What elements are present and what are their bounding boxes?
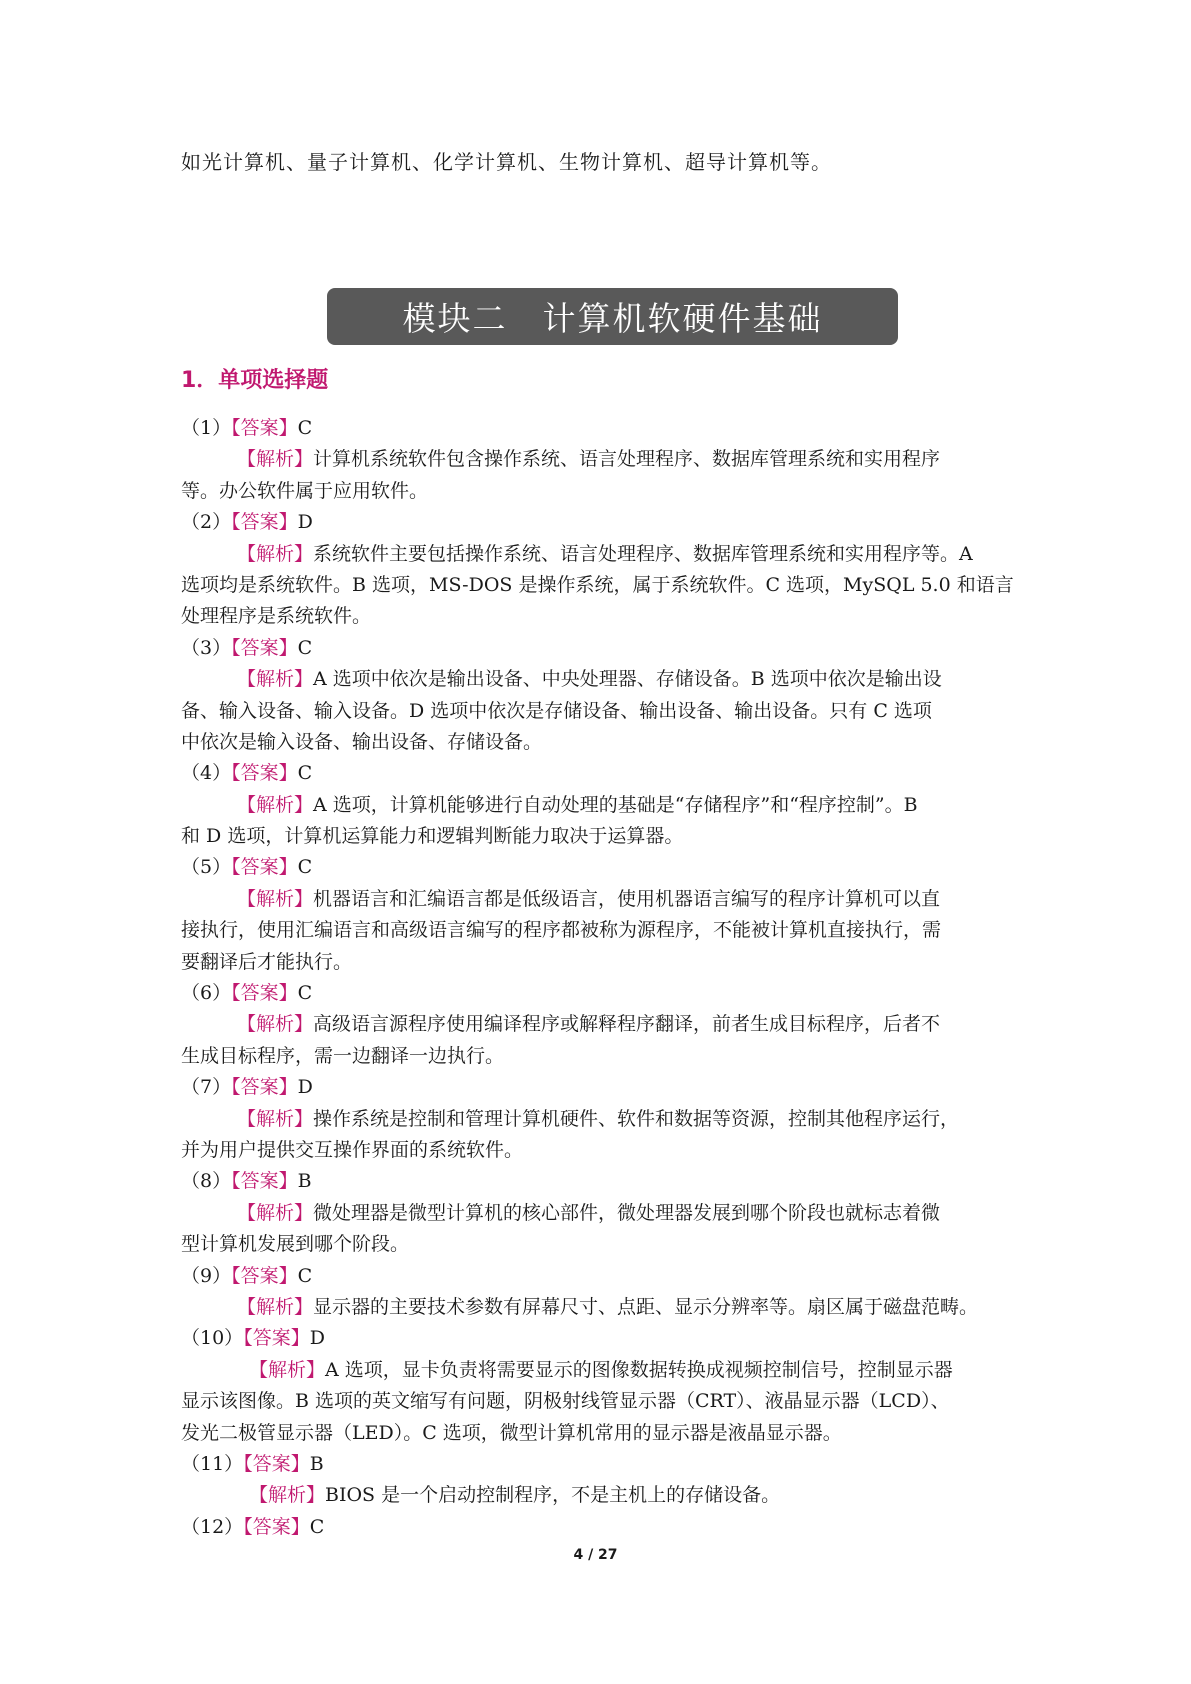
analysis-line xyxy=(181,915,1051,946)
answer-tag: 【答案】 xyxy=(243,1327,310,1350)
answer-line xyxy=(181,633,1051,664)
module-title: 模块二 计算机软硬件基础 xyxy=(402,299,823,338)
analysis-tag: 【解析】 xyxy=(249,1358,326,1381)
page-number: 4 / 27 xyxy=(573,1547,618,1563)
analysis-line xyxy=(181,1041,1051,1072)
analysis-line xyxy=(181,1355,1051,1386)
analysis-text: 系统软件主要包括操作系统、语言处理程序、数据库管理系统和实用程序等。A xyxy=(313,542,973,565)
analysis-tag: 【解析】 xyxy=(237,542,314,565)
question-number: （6） xyxy=(181,982,232,1005)
analysis-line xyxy=(181,664,1051,695)
answer-line xyxy=(181,1166,1051,1197)
analysis-tag: 【解析】 xyxy=(237,887,314,910)
analysis-line xyxy=(181,696,1051,727)
answer-tag: 【答案】 xyxy=(231,636,298,659)
answer-line xyxy=(181,507,1051,538)
analysis-text: 等。办公软件属于应用软件。 xyxy=(181,479,429,502)
analysis-line xyxy=(181,444,1051,475)
answer-item xyxy=(181,507,1051,633)
analysis-line xyxy=(181,790,1051,821)
answer-value: D xyxy=(297,511,313,534)
answer-tag: 【答案】 xyxy=(231,982,298,1005)
analysis-line xyxy=(181,476,1051,507)
analysis-text: 要翻译后才能执行。 xyxy=(181,950,353,973)
question-number: （11） xyxy=(181,1452,244,1475)
analysis-line xyxy=(181,1009,1051,1040)
analysis-line xyxy=(181,539,1051,570)
analysis-text: A 选项，计算机能够进行自动处理的基础是“存储程序”和“程序控制”。B xyxy=(313,793,918,816)
answer-value: C xyxy=(297,762,313,785)
analysis-tag: 【解析】 xyxy=(237,793,314,816)
answer-line xyxy=(181,1072,1051,1103)
answer-item xyxy=(181,1323,1051,1449)
answer-value: C xyxy=(297,417,313,439)
analysis-tag: 【解析】 xyxy=(237,1295,314,1318)
answer-tag: 【答案】 xyxy=(231,856,298,879)
analysis-tag: 【解析】 xyxy=(237,1013,314,1036)
analysis-text: 机器语言和汇编语言都是低级语言，使用机器语言编写的程序计算机可以直 xyxy=(313,887,941,910)
analysis-text: 备、输入设备、输入设备。D 选项中依次是存储设备、输出设备、输出设备。只有 C 选项 xyxy=(181,699,932,722)
answer-tag: 【答案】 xyxy=(231,762,298,785)
answer-value: C xyxy=(309,1515,325,1538)
answer-value: D xyxy=(297,1076,313,1099)
analysis-line xyxy=(181,1480,1051,1511)
answer-line xyxy=(181,758,1051,789)
analysis-text: A 选项，显卡负责将需要显示的图像数据转换成视频控制信号，控制显示器 xyxy=(325,1358,953,1381)
analysis-tag: 【解析】 xyxy=(249,1484,326,1507)
analysis-line xyxy=(181,821,1051,852)
analysis-line xyxy=(181,1418,1051,1449)
answer-line xyxy=(181,1261,1051,1292)
analysis-text: 高级语言源程序使用编译程序或解释程序翻译，前者生成目标程序，后者不 xyxy=(313,1013,941,1036)
question-number: （5） xyxy=(181,856,232,879)
question-number: （8） xyxy=(181,1170,232,1193)
answer-value: B xyxy=(309,1452,324,1475)
analysis-text: A 选项中依次是输出设备、中央处理器、存储设备。B 选项中依次是输出设 xyxy=(313,668,942,691)
answer-value: C xyxy=(297,856,313,879)
analysis-text: 中依次是输入设备、输出设备、存储设备。 xyxy=(181,730,543,753)
question-number: （4） xyxy=(181,762,232,785)
analysis-tag: 【解析】 xyxy=(237,1107,314,1130)
analysis-text: 选项均是系统软件。B 选项，MS-DOS 是操作系统，属于系统软件。C 选项，MySQL 5.0 和语言 xyxy=(181,573,1014,596)
answer-line xyxy=(181,413,1051,444)
answer-item xyxy=(181,1512,1051,1543)
section-heading: 1．单项选择题 xyxy=(181,368,329,393)
answer-item xyxy=(181,978,1051,1072)
analysis-line xyxy=(181,947,1051,978)
analysis-text: 生成目标程序，需一边翻译一边执行。 xyxy=(181,1044,505,1067)
analysis-text: 处理程序是系统软件。 xyxy=(181,605,372,628)
answer-value: C xyxy=(297,636,313,659)
answer-item xyxy=(181,633,1051,759)
analysis-text: 型计算机发展到哪个阶段。 xyxy=(181,1233,410,1256)
answer-item xyxy=(181,1449,1051,1512)
analysis-tag: 【解析】 xyxy=(237,1201,314,1224)
answer-item xyxy=(181,758,1051,852)
answer-tag: 【答案】 xyxy=(231,417,298,439)
analysis-text: 显示该图像。B 选项的英文缩写有问题，阴极射线管显示器（CRT）、液晶显示器（LCD）、 xyxy=(181,1390,950,1413)
answer-item xyxy=(181,1072,1051,1166)
question-number: （7） xyxy=(181,1076,232,1099)
analysis-line xyxy=(181,570,1051,601)
analysis-text: 并为用户提供交互操作界面的系统软件。 xyxy=(181,1138,524,1161)
answer-tag: 【答案】 xyxy=(243,1515,310,1538)
question-number: （12） xyxy=(181,1515,244,1538)
answer-value: C xyxy=(297,1264,313,1287)
analysis-line xyxy=(181,1386,1051,1417)
analysis-text: 发光二极管显示器（LED）。C 选项，微型计算机常用的显示器是液晶显示器。 xyxy=(181,1421,842,1444)
answer-list xyxy=(181,413,1051,1543)
answer-line xyxy=(181,1512,1051,1543)
answer-tag: 【答案】 xyxy=(231,1264,298,1287)
analysis-line xyxy=(181,601,1051,632)
question-number: （1） xyxy=(181,417,232,439)
analysis-text: 显示器的主要技术参数有屏幕尺寸、点距、显示分辨率等。扇区属于磁盘范畴。 xyxy=(313,1295,979,1318)
answer-line xyxy=(181,978,1051,1009)
analysis-text: 和 D 选项，计算机运算能力和逻辑判断能力取决于运算器。 xyxy=(181,825,684,848)
analysis-text: 接执行，使用汇编语言和高级语言编写的程序都被称为源程序，不能被计算机直接执行，需 xyxy=(181,919,942,942)
analysis-text: BIOS 是一个启动控制程序，不是主机上的存储设备。 xyxy=(325,1484,781,1507)
answer-item xyxy=(181,1166,1051,1260)
analysis-tag: 【解析】 xyxy=(237,448,314,471)
analysis-line xyxy=(181,884,1051,915)
answer-tag: 【答案】 xyxy=(231,1076,298,1099)
answer-tag: 【答案】 xyxy=(231,1170,298,1193)
analysis-line xyxy=(181,727,1051,758)
analysis-line xyxy=(181,1229,1051,1260)
analysis-tag: 【解析】 xyxy=(237,668,314,691)
module-title-banner xyxy=(327,288,898,345)
answer-item xyxy=(181,413,1051,507)
answer-line xyxy=(181,852,1051,883)
answer-line xyxy=(181,1323,1051,1354)
analysis-text: 操作系统是控制和管理计算机硬件、软件和数据等资源，控制其他程序运行， xyxy=(313,1107,960,1130)
question-number: （3） xyxy=(181,636,232,659)
answer-item xyxy=(181,852,1051,978)
analysis-text: 计算机系统软件包含操作系统、语言处理程序、数据库管理系统和实用程序 xyxy=(313,448,941,471)
analysis-line xyxy=(181,1292,1051,1323)
answer-tag: 【答案】 xyxy=(231,511,298,534)
question-number: （2） xyxy=(181,511,232,534)
question-number: （10） xyxy=(181,1327,244,1350)
answer-line xyxy=(181,1449,1051,1480)
analysis-text: 微处理器是微型计算机的核心部件，微处理器发展到哪个阶段也就标志着微 xyxy=(313,1201,941,1224)
answer-value: C xyxy=(297,982,313,1005)
analysis-line xyxy=(181,1135,1051,1166)
answer-item xyxy=(181,1261,1051,1324)
intro-paragraph: 如光计算机、量子计算机、化学计算机、生物计算机、超导计算机等。 xyxy=(181,150,832,174)
question-number: （9） xyxy=(181,1264,232,1287)
answer-tag: 【答案】 xyxy=(243,1452,310,1475)
answer-value: B xyxy=(297,1170,312,1193)
answer-value: D xyxy=(309,1327,325,1350)
analysis-line xyxy=(181,1104,1051,1135)
analysis-line xyxy=(181,1198,1051,1229)
